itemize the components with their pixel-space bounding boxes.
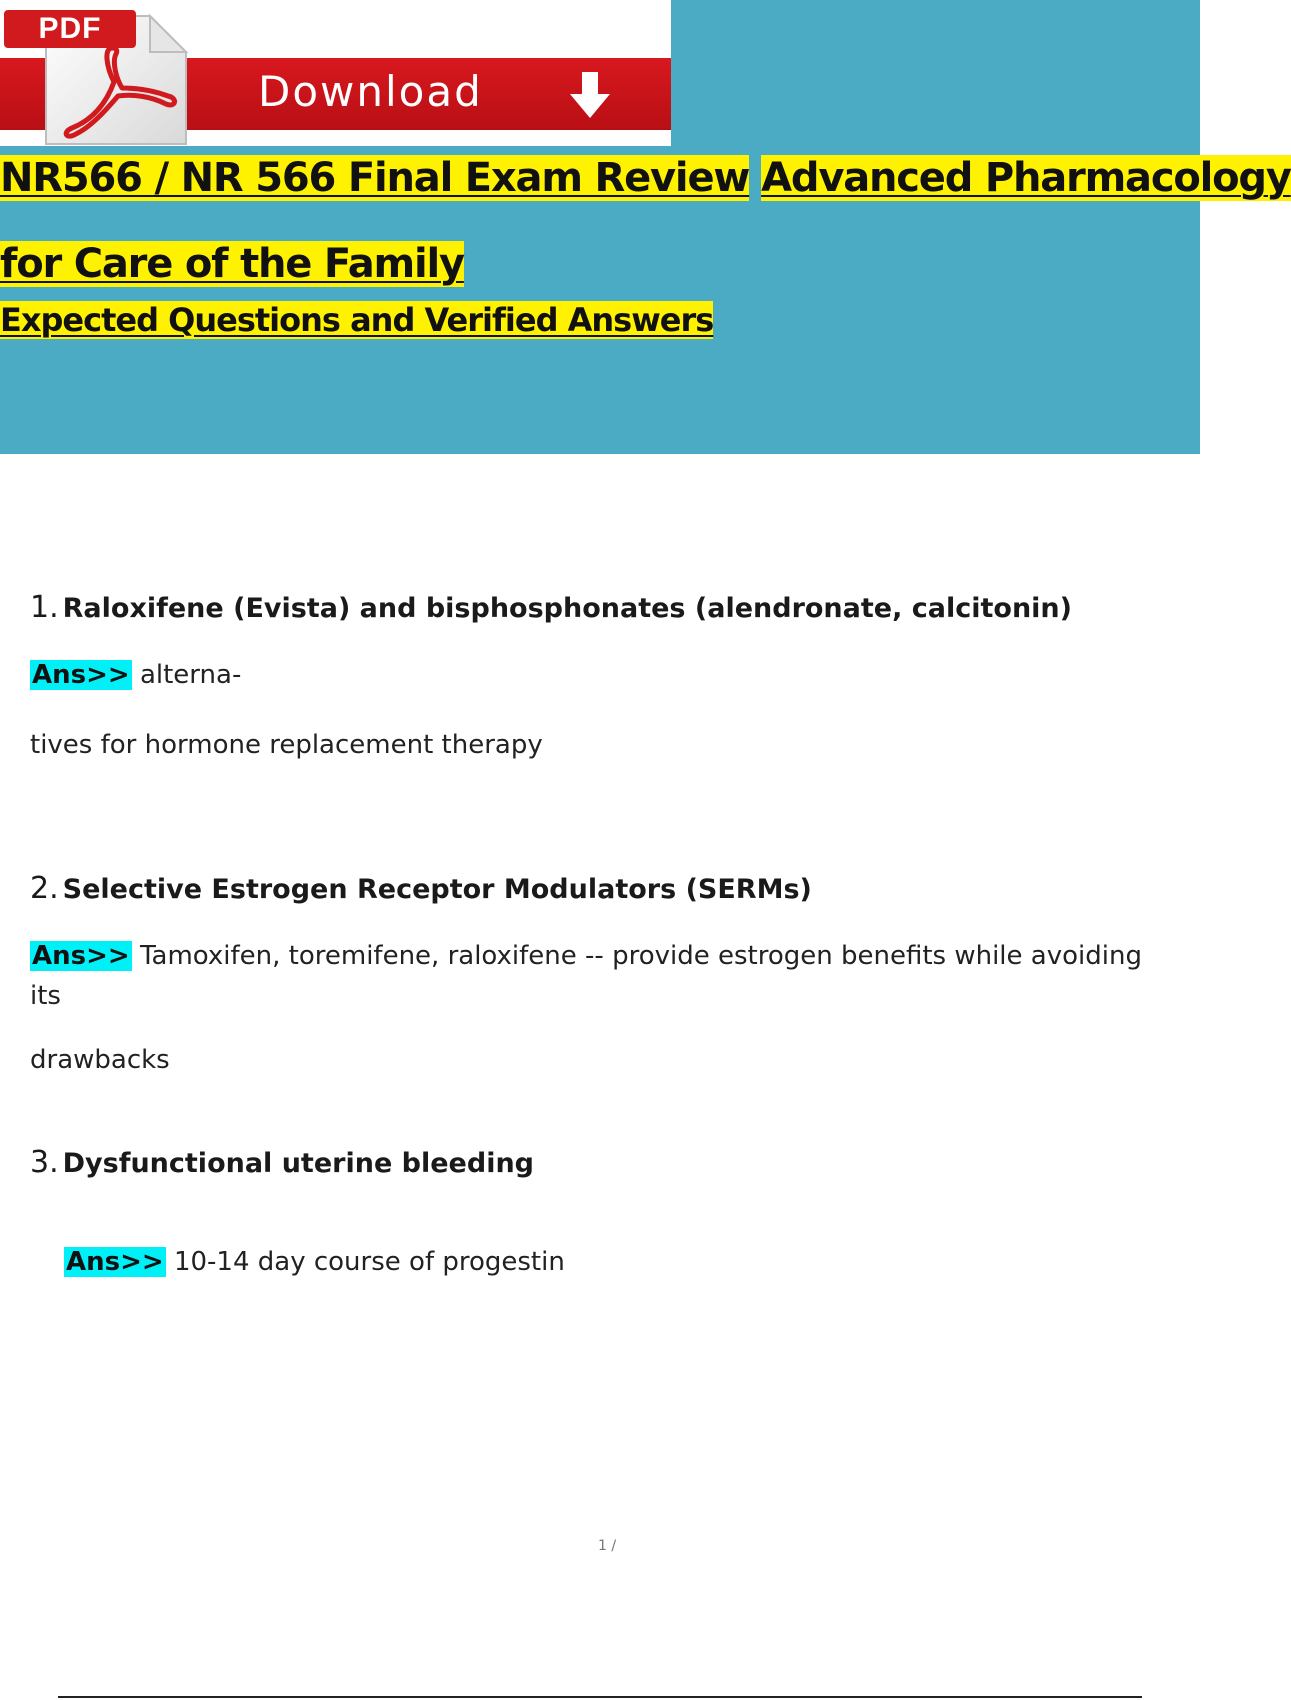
question-item — [30, 588, 1180, 765]
download-bar[interactable] — [0, 0, 671, 146]
question-heading — [30, 869, 1180, 910]
answer-text: Tamoxifen, toremifene, raloxifene -- provide estrogen benefits while avoiding its — [30, 941, 1142, 1011]
page-number: 1 / — [598, 1538, 617, 1554]
answer-line — [30, 936, 1180, 1016]
question-number: 3. — [30, 1145, 59, 1180]
download-label[interactable]: Download — [258, 67, 483, 116]
question-number: 2. — [30, 871, 59, 906]
download-arrow-icon[interactable] — [566, 70, 614, 120]
document-subtitle — [0, 298, 713, 342]
pdf-badge: PDF — [4, 10, 136, 48]
title-line-2: for Care of the Family — [0, 241, 464, 287]
document-title-line-2 — [0, 238, 464, 290]
answer-text: alterna- — [139, 660, 242, 690]
question-number: 1. — [30, 590, 59, 625]
answer-line — [64, 1242, 1180, 1282]
answer-continuation: drawbacks — [30, 1045, 170, 1075]
answer-line — [30, 655, 1180, 695]
document-title-line-1 — [0, 152, 1291, 204]
answer-continuation: tives for hormone replacement therapy — [30, 730, 543, 760]
footer-divider — [58, 1696, 1142, 1698]
answer-label: Ans>> — [32, 941, 130, 971]
question-heading — [30, 588, 1180, 629]
title-part-1: NR566 / NR 566 Final Exam Review — [0, 155, 750, 201]
pdf-file-icon[interactable] — [0, 0, 190, 146]
question-item — [30, 1143, 1180, 1282]
subtitle-text: Expected Questions and Verified Answers — [0, 301, 714, 339]
question-text: Selective Estrogen Receptor Modulators (SERMs) — [62, 874, 812, 905]
question-text: Dysfunctional uterine bleeding — [62, 1148, 534, 1179]
answer-text: 10-14 day course of progestin — [173, 1247, 565, 1277]
question-text: Raloxifene (Evista) and bisphosphonates (alendronate, calcitonin) — [62, 593, 1072, 624]
answer-label: Ans>> — [66, 1247, 164, 1277]
question-item — [30, 869, 1180, 1080]
answer-label: Ans>> — [32, 660, 130, 690]
title-part-2: Advanced Pharmacology — [761, 155, 1291, 201]
question-heading — [30, 1143, 1180, 1184]
